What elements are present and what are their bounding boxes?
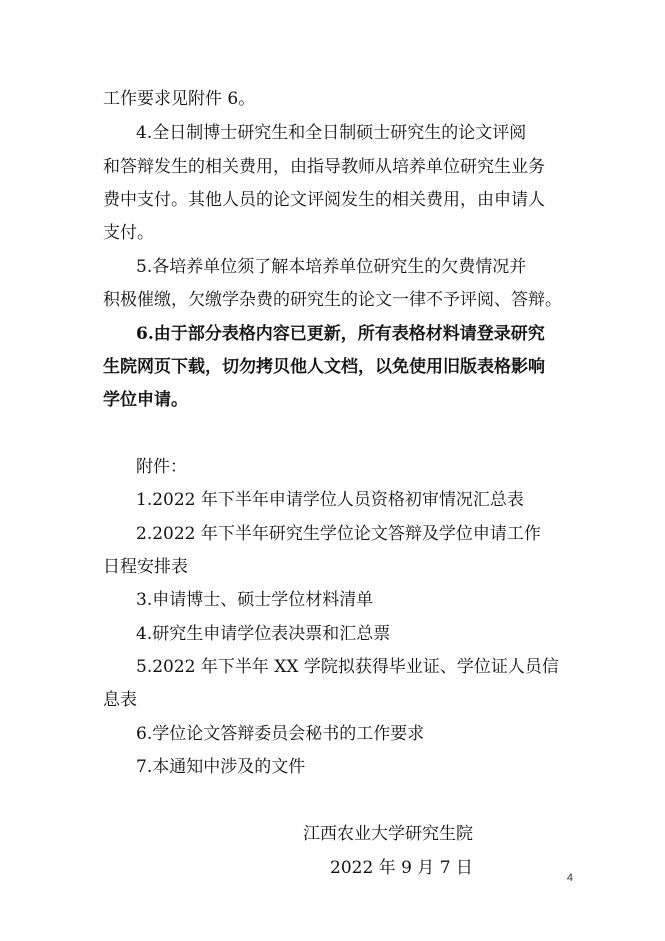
attachment-item: 3.申请博士、硕士学位材料清单	[136, 590, 374, 610]
body-line: 积极催缴，欠缴学杂费的研究生的论文一律不予评阅、答辩。	[103, 290, 562, 310]
body-line: 工作要求见附件 6。	[103, 89, 256, 109]
signature-organization: 江西农业大学研究生院	[303, 824, 473, 844]
attachment-item: 2.2022 年下半年研究生学位论文答辩及学位申请工作	[136, 524, 541, 544]
page-number: 4	[566, 872, 573, 884]
attachment-item: 5.2022 年下半年 XX 学院拟获得毕业证、学位证人员信	[136, 657, 559, 677]
notice-line: 生院网页下载，切勿拷贝他人文档，以免使用旧版表格影响	[103, 357, 545, 377]
body-line: 4.全日制博士研究生和全日制硕士研究生的论文评阅	[136, 123, 527, 143]
body-line: 支付。	[103, 223, 154, 243]
notice-line: 6.由于部分表格内容已更新，所有表格材料请登录研究	[136, 324, 545, 344]
attachment-item: 日程安排表	[103, 557, 188, 577]
body-line: 5.各培养单位须了解本培养单位研究生的欠费情况并	[136, 257, 527, 277]
signature-date: 2022 年 9 月 7 日	[330, 858, 473, 878]
attachment-item: 4.研究生申请学位表决票和汇总票	[136, 624, 391, 644]
attachment-item: 1.2022 年下半年申请学位人员资格初审情况汇总表	[136, 490, 524, 510]
notice-line: 学位申请。	[103, 390, 188, 410]
attachment-item: 7.本通知中涉及的文件	[136, 757, 306, 777]
attachment-item: 息表	[103, 690, 137, 710]
attachment-item: 6.学位论文答辩委员会秘书的工作要求	[136, 724, 425, 744]
attachments-heading: 附件：	[136, 457, 187, 477]
body-line: 和答辩发生的相关费用，由指导教师从培养单位研究生业务	[103, 157, 545, 177]
body-line: 费中支付。其他人员的论文评阅发生的相关费用，由申请人	[103, 190, 545, 210]
